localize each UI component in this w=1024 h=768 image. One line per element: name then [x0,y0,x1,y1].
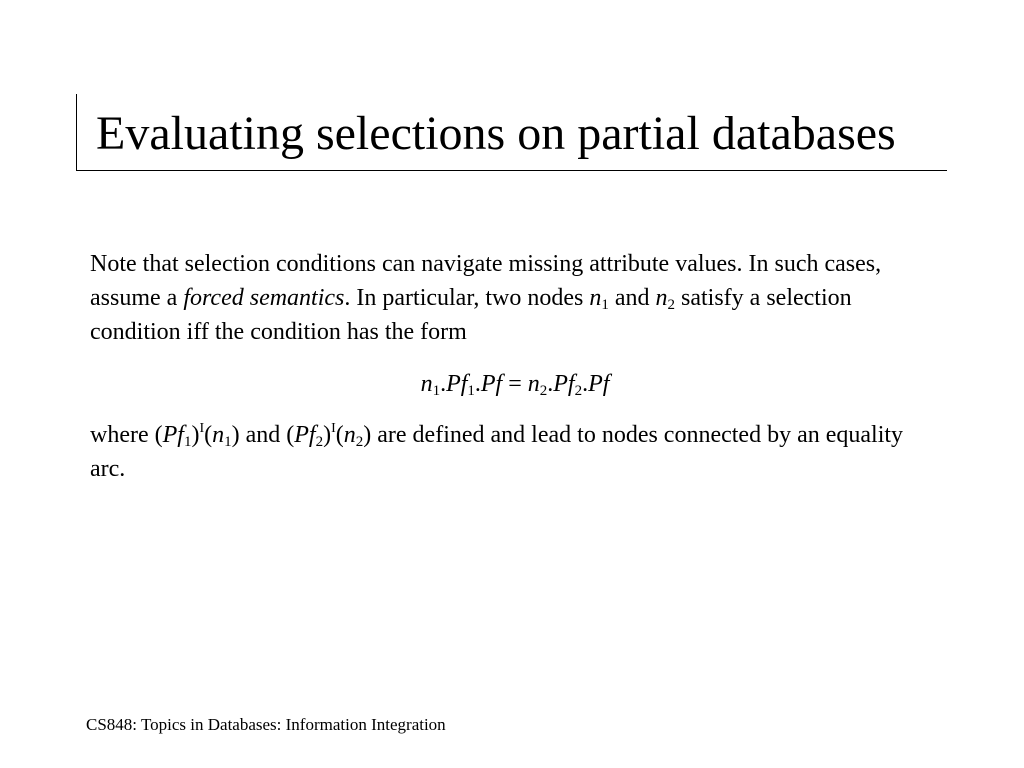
selection-condition-formula [90,367,940,401]
formula-dot: . [547,371,554,397]
formula-subscript: 1 [432,383,441,399]
node-variable: n [343,422,356,448]
formula-subscript: 2 [539,383,548,399]
formula-node: n [420,371,433,397]
inverse-marker: I [331,421,336,436]
paragraph-text: ( [204,422,213,448]
formula-path: Pf [553,371,575,397]
node-variable: n [655,285,668,311]
formula-path: Pf [588,371,610,397]
node-subscript: 2 [667,297,676,313]
node-variable: n [212,422,225,448]
paragraph-text: ) are defined and lead to nodes connected by an equality arc. [90,422,904,482]
formula-dot: . [440,371,447,397]
formula-node: n [527,371,540,397]
paragraph-text: and [608,285,656,311]
slide-title: Evaluating selections on partial databases [96,107,896,160]
node-subscript: 2 [355,434,364,450]
formula-subscript: 1 [467,383,475,399]
emphasis-text: forced semantics [183,285,345,311]
path-subscript: 1 [183,434,192,450]
formula-dot: . [582,371,589,397]
paragraph-text: satisfy a selection condition iff the condition has the form [90,285,852,345]
title-vertical-rule [76,94,77,170]
paragraph-text: Note that selection conditions can navigate missing attribute values. In such cases, assume a [90,251,882,311]
formula-subscript: 2 [574,383,583,399]
title-horizontal-rule [76,170,947,171]
paragraph-text: ( [335,422,344,448]
formula-path: Pf [480,371,503,397]
inverse-marker: I [199,421,205,436]
paragraph-forced-semantics [90,247,940,349]
node-subscript: 1 [224,434,232,450]
path-variable: Pf [162,422,184,448]
paragraph-text: ) [191,422,200,448]
paragraph-text: ) [323,422,332,448]
paragraph-text: ) and ( [231,422,295,448]
paragraph-text: . In particular, two nodes [344,285,590,311]
paragraph-text: where ( [90,422,163,448]
path-variable: Pf [294,422,316,448]
formula-equals: = [502,371,528,397]
formula-dot: . [474,371,481,397]
path-subscript: 2 [315,434,324,450]
node-subscript: 1 [601,297,609,313]
node-variable: n [589,285,602,311]
paragraph-equality-arc [90,418,940,486]
formula-path: Pf [446,371,468,397]
slide-footer: CS848: Topics in Databases: Information Integration [86,715,446,734]
